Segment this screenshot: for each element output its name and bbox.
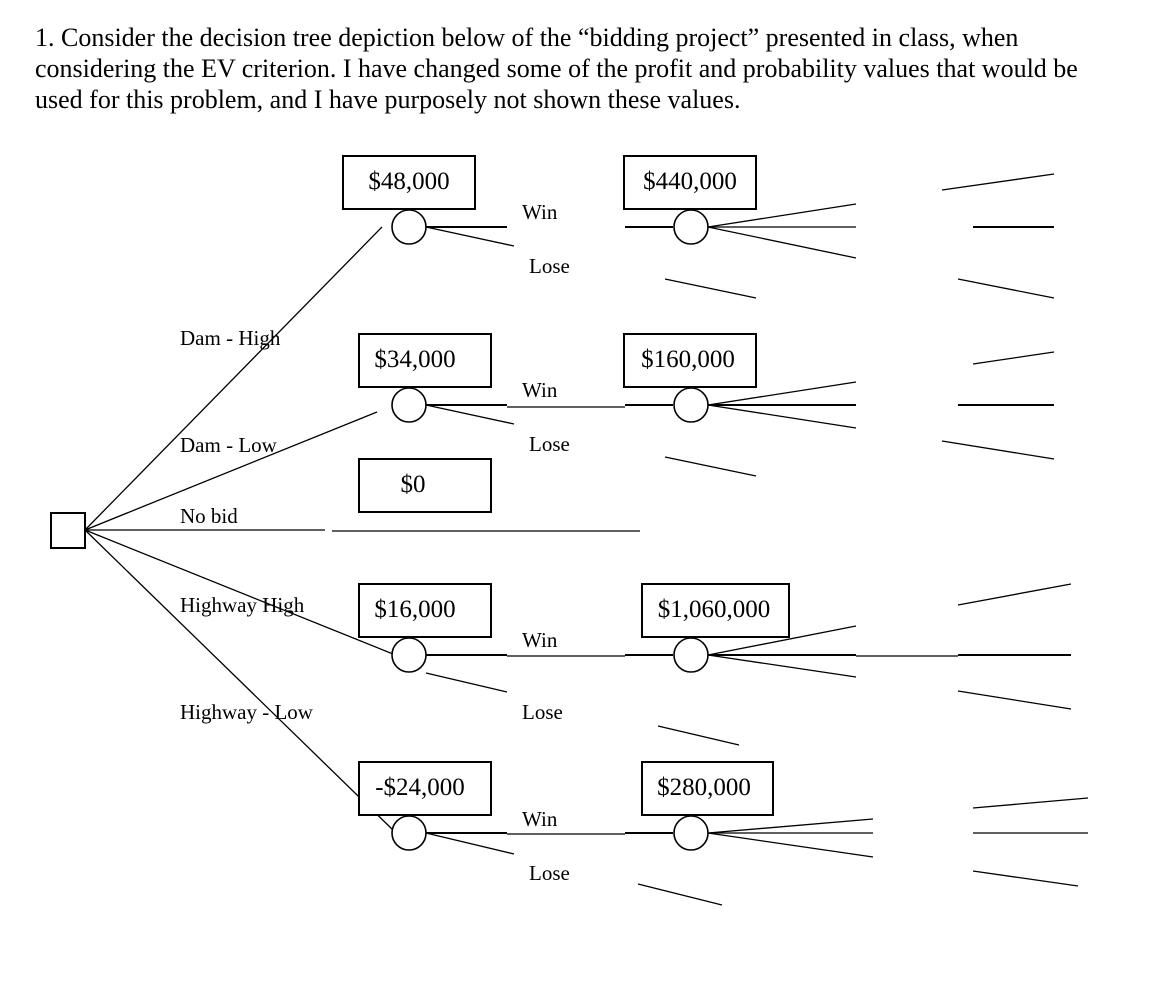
win-label: Win xyxy=(522,807,558,831)
decision-node xyxy=(51,513,85,548)
bid-value-highway-high: $16,000 xyxy=(374,596,456,623)
win-label: Win xyxy=(522,378,558,402)
bid-value-highway-low: -$24,000 xyxy=(375,774,465,801)
option-label-highway-low: Highway - Low xyxy=(180,700,313,724)
chance-node-bid-dam-high xyxy=(392,210,426,244)
lose-label: Lose xyxy=(529,861,570,885)
bid-value-no-bid: $0 xyxy=(400,471,426,498)
bid-value-dam-low: $34,000 xyxy=(374,346,456,373)
chance-node-bid-highway-high xyxy=(392,638,426,672)
chance-node-bid-highway-low xyxy=(392,816,426,850)
lose-label: Lose xyxy=(529,254,570,278)
lose-label: Lose xyxy=(529,432,570,456)
lose-label: Lose xyxy=(522,700,563,724)
win-value-highway-high: $1,060,000 xyxy=(657,596,771,623)
chance-node-bid-dam-low xyxy=(392,388,426,422)
win-value-dam-high: $440,000 xyxy=(643,168,737,195)
win-value-dam-low: $160,000 xyxy=(641,346,735,373)
question-text: 1. Consider the decision tree depiction below of the “bidding project” presented in class, when considering the EV criterion. I have changed some of the profit and probability values that would be used for this problem, and I have purposely not shown these values. xyxy=(35,23,1078,114)
option-label-highway-high: Highway High xyxy=(180,593,305,617)
win-value-highway-low: $280,000 xyxy=(657,774,751,801)
chance-node-win-highway-low xyxy=(674,816,708,850)
chance-node-win-highway-high xyxy=(674,638,708,672)
option-label-dam-high: Dam - High xyxy=(180,326,281,350)
win-label: Win xyxy=(522,628,558,652)
bid-value-dam-high: $48,000 xyxy=(368,168,450,195)
option-label-no-bid: No bid xyxy=(180,504,238,528)
chance-node-win-dam-high xyxy=(674,210,708,244)
option-label-dam-low: Dam - Low xyxy=(180,433,277,457)
chance-node-win-dam-low xyxy=(674,388,708,422)
win-label: Win xyxy=(522,200,558,224)
